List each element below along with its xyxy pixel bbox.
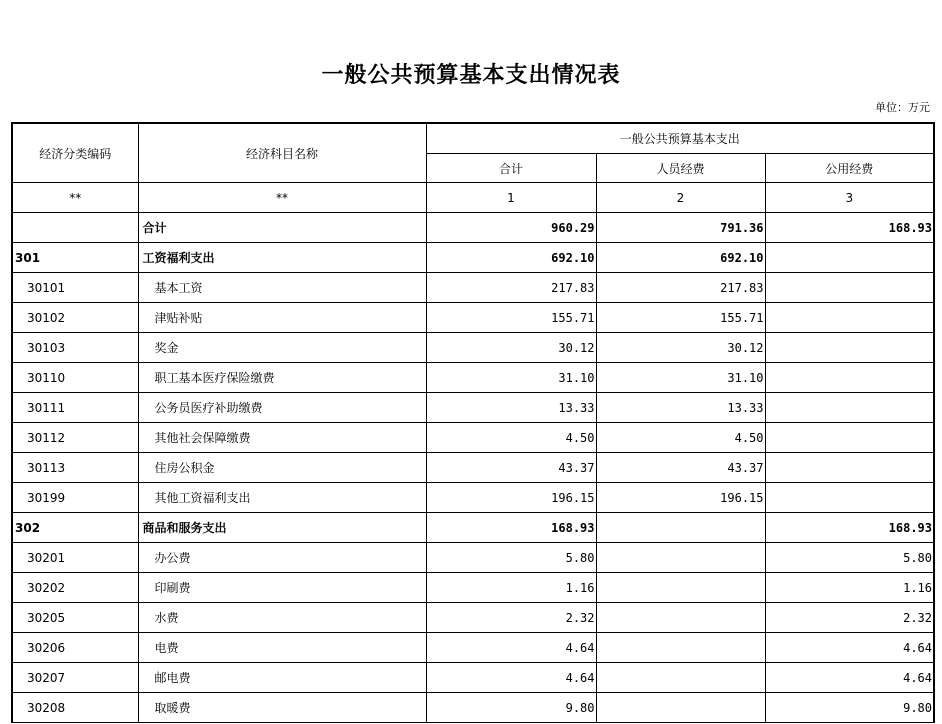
row-code-cell: 30208 bbox=[12, 693, 138, 723]
row-code-cell: 30101 bbox=[12, 273, 138, 303]
row-personnel-cell bbox=[596, 543, 765, 573]
row-name-cell: 住房公积金 bbox=[138, 453, 426, 483]
row-total-cell: 43.37 bbox=[426, 453, 596, 483]
row-public-cell bbox=[765, 303, 934, 333]
row-code-cell: 30207 bbox=[12, 663, 138, 693]
row-name-cell: 办公费 bbox=[138, 543, 426, 573]
table-header bbox=[12, 123, 934, 213]
row-personnel-cell: 30.12 bbox=[596, 333, 765, 363]
row-name-cell: 电费 bbox=[138, 633, 426, 663]
index-code: ** bbox=[12, 183, 138, 213]
row-personnel-cell bbox=[596, 603, 765, 633]
row-total-cell: 31.10 bbox=[426, 363, 596, 393]
row-code-cell: 30201 bbox=[12, 543, 138, 573]
index-2: 2 bbox=[596, 183, 765, 213]
header-personnel: 人员经费 bbox=[596, 154, 765, 183]
row-public-cell: 9.80 bbox=[765, 693, 934, 723]
header-public: 公用经费 bbox=[765, 154, 934, 183]
row-name-cell: 津贴补贴 bbox=[138, 303, 426, 333]
table-body bbox=[12, 213, 934, 723]
table-row bbox=[12, 603, 934, 633]
row-public-cell bbox=[765, 483, 934, 513]
row-code-cell: 30112 bbox=[12, 423, 138, 453]
row-code-cell: 30103 bbox=[12, 333, 138, 363]
header-total: 合计 bbox=[426, 154, 596, 183]
row-personnel-cell: 196.15 bbox=[596, 483, 765, 513]
table-row bbox=[12, 573, 934, 603]
table-row bbox=[12, 243, 934, 273]
row-total-cell: 9.80 bbox=[426, 693, 596, 723]
row-public-cell bbox=[765, 243, 934, 273]
row-personnel-cell: 791.36 bbox=[596, 213, 765, 243]
table-row bbox=[12, 423, 934, 453]
row-personnel-cell bbox=[596, 513, 765, 543]
table-row bbox=[12, 543, 934, 573]
index-3: 3 bbox=[765, 183, 934, 213]
row-name-cell: 合计 bbox=[138, 213, 426, 243]
row-name-cell: 职工基本医疗保险缴费 bbox=[138, 363, 426, 393]
table-row bbox=[12, 363, 934, 393]
row-total-cell: 4.50 bbox=[426, 423, 596, 453]
row-public-cell bbox=[765, 363, 934, 393]
unit-label: 单位：万元 bbox=[875, 101, 930, 114]
row-name-cell: 邮电费 bbox=[138, 663, 426, 693]
index-name: ** bbox=[138, 183, 426, 213]
header-group: 一般公共预算基本支出 bbox=[426, 123, 934, 154]
row-code-cell bbox=[12, 213, 138, 243]
row-total-cell: 4.64 bbox=[426, 633, 596, 663]
row-public-cell bbox=[765, 453, 934, 483]
table-row bbox=[12, 303, 934, 333]
table-row bbox=[12, 693, 934, 723]
row-personnel-cell: 4.50 bbox=[596, 423, 765, 453]
row-name-cell: 公务员医疗补助缴费 bbox=[138, 393, 426, 423]
row-personnel-cell bbox=[596, 633, 765, 663]
row-total-cell: 217.83 bbox=[426, 273, 596, 303]
row-code-cell: 30205 bbox=[12, 603, 138, 633]
row-name-cell: 工资福利支出 bbox=[138, 243, 426, 273]
row-code-cell: 301 bbox=[12, 243, 138, 273]
table-row bbox=[12, 633, 934, 663]
expenditure-table bbox=[11, 122, 935, 723]
header-code: 经济分类编码 bbox=[12, 123, 138, 183]
row-total-cell: 692.10 bbox=[426, 243, 596, 273]
row-personnel-cell: 43.37 bbox=[596, 453, 765, 483]
row-personnel-cell: 217.83 bbox=[596, 273, 765, 303]
row-total-cell: 4.64 bbox=[426, 663, 596, 693]
index-1: 1 bbox=[426, 183, 596, 213]
row-public-cell: 4.64 bbox=[765, 663, 934, 693]
table-row bbox=[12, 213, 934, 243]
row-name-cell: 其他社会保障缴费 bbox=[138, 423, 426, 453]
row-total-cell: 155.71 bbox=[426, 303, 596, 333]
row-total-cell: 5.80 bbox=[426, 543, 596, 573]
row-personnel-cell: 155.71 bbox=[596, 303, 765, 333]
row-code-cell: 30102 bbox=[12, 303, 138, 333]
row-total-cell: 168.93 bbox=[426, 513, 596, 543]
row-total-cell: 196.15 bbox=[426, 483, 596, 513]
row-name-cell: 其他工资福利支出 bbox=[138, 483, 426, 513]
row-personnel-cell: 13.33 bbox=[596, 393, 765, 423]
table-row bbox=[12, 333, 934, 363]
table-row bbox=[12, 663, 934, 693]
row-public-cell: 168.93 bbox=[765, 213, 934, 243]
row-public-cell: 1.16 bbox=[765, 573, 934, 603]
row-public-cell: 5.80 bbox=[765, 543, 934, 573]
row-personnel-cell bbox=[596, 573, 765, 603]
row-public-cell bbox=[765, 393, 934, 423]
row-public-cell bbox=[765, 273, 934, 303]
row-personnel-cell: 692.10 bbox=[596, 243, 765, 273]
row-code-cell: 30199 bbox=[12, 483, 138, 513]
row-name-cell: 水费 bbox=[138, 603, 426, 633]
row-personnel-cell bbox=[596, 693, 765, 723]
row-personnel-cell: 31.10 bbox=[596, 363, 765, 393]
table-row bbox=[12, 453, 934, 483]
row-name-cell: 基本工资 bbox=[138, 273, 426, 303]
row-name-cell: 奖金 bbox=[138, 333, 426, 363]
row-name-cell: 取暖费 bbox=[138, 693, 426, 723]
row-code-cell: 30206 bbox=[12, 633, 138, 663]
table-row bbox=[12, 513, 934, 543]
row-code-cell: 30111 bbox=[12, 393, 138, 423]
row-code-cell: 30113 bbox=[12, 453, 138, 483]
row-total-cell: 1.16 bbox=[426, 573, 596, 603]
row-name-cell: 商品和服务支出 bbox=[138, 513, 426, 543]
row-code-cell: 30202 bbox=[12, 573, 138, 603]
row-total-cell: 30.12 bbox=[426, 333, 596, 363]
row-personnel-cell bbox=[596, 663, 765, 693]
table-row bbox=[12, 393, 934, 423]
header-name: 经济科目名称 bbox=[138, 123, 426, 183]
row-code-cell: 30110 bbox=[12, 363, 138, 393]
row-total-cell: 960.29 bbox=[426, 213, 596, 243]
row-name-cell: 印刷费 bbox=[138, 573, 426, 603]
row-public-cell bbox=[765, 333, 934, 363]
table-row bbox=[12, 273, 934, 303]
row-public-cell: 4.64 bbox=[765, 633, 934, 663]
table-row bbox=[12, 483, 934, 513]
page-title: 一般公共预算基本支出情况表 bbox=[321, 62, 621, 88]
row-public-cell bbox=[765, 423, 934, 453]
row-code-cell: 302 bbox=[12, 513, 138, 543]
row-public-cell: 2.32 bbox=[765, 603, 934, 633]
row-total-cell: 13.33 bbox=[426, 393, 596, 423]
row-total-cell: 2.32 bbox=[426, 603, 596, 633]
row-public-cell: 168.93 bbox=[765, 513, 934, 543]
